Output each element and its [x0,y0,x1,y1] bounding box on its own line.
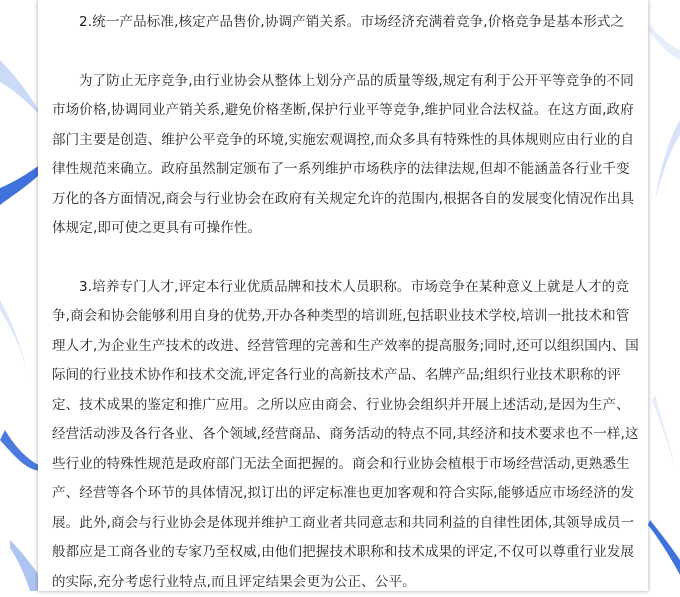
paragraph-gap [52,38,640,67]
paragraph-heading-2: 2.统一产品标准,核定产品售价,协调产销关系。市场经济充满着竞争,价格竞争是基本形式之 [52,8,640,38]
document-body [52,8,640,597]
paragraph-heading-3: 3.培养专门人才,评定本行业优质品牌和技术人员职称。市场竞争在某种意义上就是人才的竞争,商会和协会能够利用自身的优势,开办各种类型的培训班,包括职业技术学校,培训一批技术和管理人才,为企业生产技术的改进、经营管理的完善和生产效率的提高服务;同时,还可以组织国内、国际间的行业技术协作和技术交流,评定各行业的高新技术产品、名牌产品;组织行业技术职称的评定、技术成果的鉴定和推广应用。之所以应由商会、行业协会组织并开展上述活动,是因为生产、经营活动涉及各行各业、各个领域,经营商品、商务活动的特点不同,其经济和技术要求也不一样,这些行业的特殊性规范是政府部门无法全面把握的。商会和行业协会植根于市场经营活动,更熟悉生产、经营等各个环节的具体情况,拟订出的评定标准也更加客观和符合实际,能够适应市场经济的发展。此外,商会与行业协会是体现并维护工商业者共同意志和共同利益的自律性团体,其领导成员一般都应是工商各业的专家乃至权威,由他们把握技术职称和技术成果的评定,不仅可以尊重行业发展的实际,充分考虑行业特点,而且评定结果会更为公正、公平。 [52,273,640,597]
document-page [38,0,648,591]
paragraph-gap [52,244,640,273]
paragraph-competition: 为了防止无序竞争,由行业协会从整体上划分产品的质量等级,规定有利于公开平等竞争的不同市场价格,协调同业产销关系,避免价格垄断,保护行业平等竞争,维护同业合法权益。在这方面,政府部门主要是创造、维护公平竞争的环境,实施宏观调控,而众多具有特殊性的具体规则应由行业的自律性规范来确立。政府虽然制定颁布了一系列维护市场秩序的法律法规,但却不能涵盖各行业千变万化的各方面情况,商会与行业协会在政府有关规定允许的范围内,根据各自的发展变化情况作出具体规定,即可使之更具有可操作性。 [52,67,640,244]
